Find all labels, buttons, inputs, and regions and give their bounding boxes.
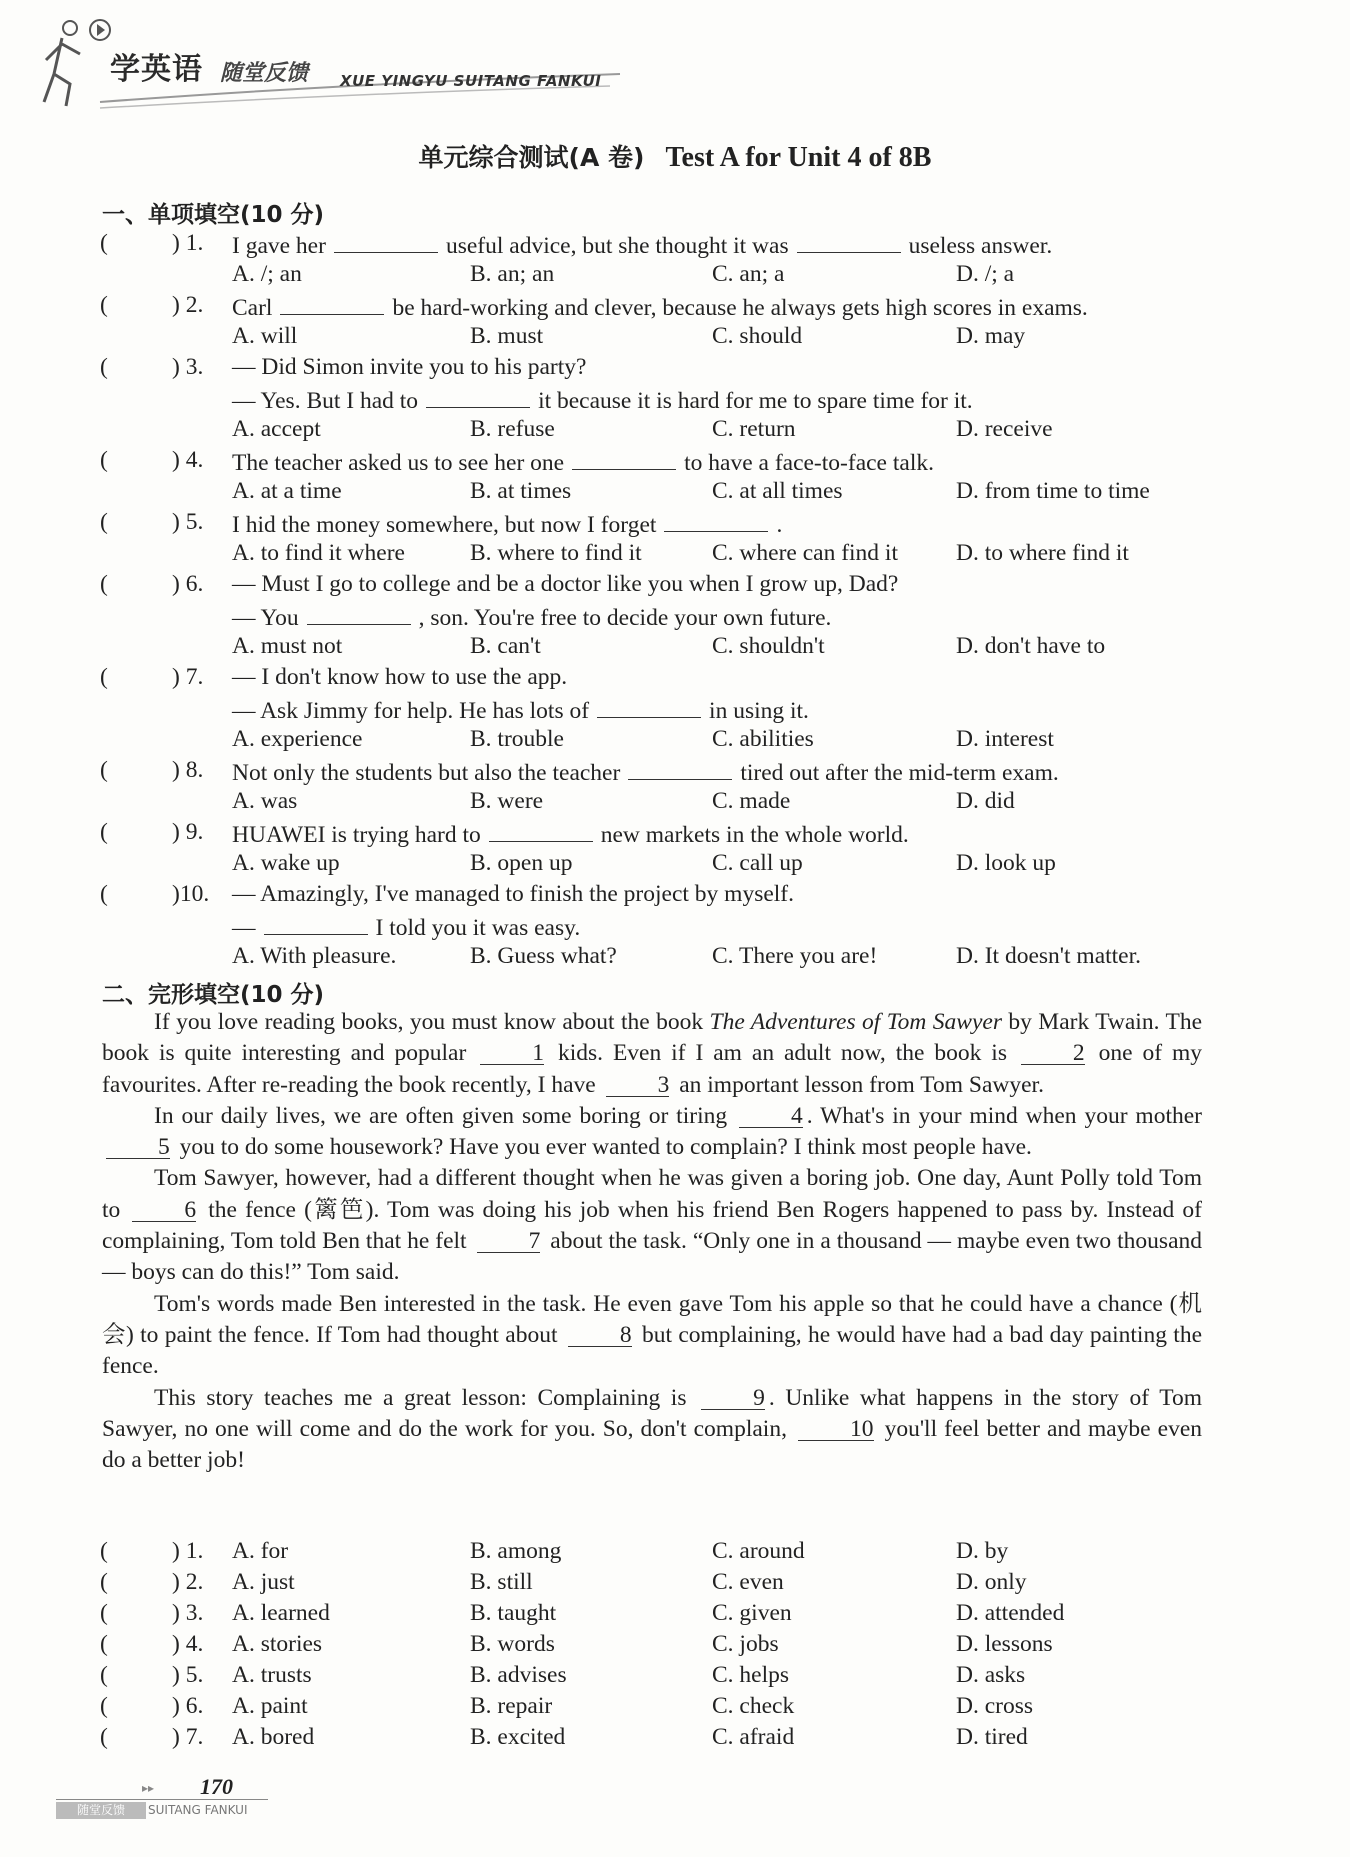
header-title-en: XUE YINGYU SUITANG FANKUI bbox=[340, 72, 602, 90]
header-banner bbox=[40, 14, 640, 114]
answer-blank[interactable] bbox=[664, 511, 768, 532]
page-arrow-icon: ▸▸ bbox=[142, 1781, 155, 1795]
answer-blank[interactable] bbox=[264, 914, 368, 935]
cloze-blank-8[interactable]: 8 bbox=[568, 1324, 632, 1347]
section1-heading: 一、单项填空(10 分) bbox=[102, 202, 325, 228]
section2-heading: 二、完形填空(10 分) bbox=[102, 982, 325, 1008]
cloze-blank-10[interactable]: 10 bbox=[798, 1418, 874, 1441]
cloze-blank-6[interactable]: 6 bbox=[132, 1199, 196, 1222]
header-subtitle-cn: 随堂反馈 bbox=[220, 61, 309, 86]
cloze-blank-2[interactable]: 2 bbox=[1021, 1042, 1085, 1065]
footer-tag-cn: 随堂反馈 bbox=[56, 1802, 146, 1819]
header-title-cn: 学英语 bbox=[110, 52, 203, 87]
cloze-paragraph-4: Tom's words made Ben interested in the task. He even gave Tom his apple so that he could have a chance (机会) to paint the fence. If Tom had thought about 8 but complaining, he would have had a bad day painting the fence. bbox=[102, 1290, 1202, 1380]
cloze-paragraph-1: If you love reading books, you must know about the book The Adventures of Tom Sawyer by Mark Twain. The book is quite interesting and popular 1 kids. Even if I am an adult now, the book is 2 one of my favourites. After re-reading the book recently, I have 3 an important lesson from Tom Sawyer. bbox=[102, 1009, 1203, 1098]
cloze-blank-1[interactable]: 1 bbox=[480, 1042, 544, 1065]
cloze-paragraph-5: This story teaches me a great lesson: Complaining is 9 . Unlike what happens in the story of Tom Sawyer, no one will come and do the work for you. So, don't complain, 10 you'll feel better and maybe even do a better job! bbox=[102, 1384, 1203, 1474]
cloze-blank-9[interactable]: 9 bbox=[701, 1387, 765, 1410]
cloze-passage bbox=[102, 1007, 1202, 1476]
answer-blank[interactable] bbox=[628, 759, 732, 780]
answer-blank[interactable] bbox=[597, 697, 701, 718]
answer-blank[interactable] bbox=[489, 821, 593, 842]
cloze-paragraph-3: Tom Sawyer, however, had a different thought when he was given a boring job. One day, Aunt Polly told Tom to 6 the fence (篱笆). Tom was doing his job when his friend Ben Rogers happened to pass by. Instead of complaining, Tom told Ben that he felt 7 about the task. “Only one in a thousand — maybe even two thousand — boys can do this!” Tom said. bbox=[102, 1165, 1203, 1286]
title-en: Test A for Unit 4 of 8B bbox=[665, 142, 932, 173]
title-cn: 单元综合测试(A 卷) bbox=[418, 143, 645, 172]
cloze-blank-4[interactable]: 4 bbox=[739, 1105, 803, 1128]
answer-blank[interactable] bbox=[334, 232, 438, 253]
answer-blank[interactable] bbox=[572, 449, 676, 470]
worksheet-page: 学英语 随堂反馈 XUE YINGYU SUITANG FANKUI 单元综合测试(A 卷) Test A for Unit 4 of 8B 一、单项填空(10 分) ( ) 1. I gave her useful advice, but she thought it was useless answer. A. /; an B. an; an C. an; a D. /; a ( ) 2. Carl be hard-working and clever, because he always gets high scores in exams. A. will B. must C. should D. may ( ) 3. — Did Simon invite you to his party? — Yes. But I had to it because it is hard for me to spare time for it. A. accept B. refuse C. return D. receive ( ) 4. The teacher asked us to see her one to have a face-to-face talk. A. at a time B. at times C. at all times D. from time to time ( ) 5. I hid the money somewhere, but now I forget . A. to find it where B. where to find it C. where can find it D. to where find it ( ) 6. — Must I go to college and be a doctor like you when I grow up, Dad? — You , son. You're free to decide your own future. A. must not B. can't C. shouldn't D. don't have to ( ) 7. — I don't know how to use the app. — Ask Jimmy for help. He has lots of in using it. A. experience B. trouble C. abilities D. interest ( ) 8. Not only the students but also the teacher tired out after the mid-term exam. A. was B. were C. made D. did ( ) 9. HUAWEI is trying hard to new markets in the whole world. A. wake up B. open up C. call up D. look up ( )10. — Amazingly, I've managed to finish the project by myself. — I told you it was easy. A. With pleasure. B. Guess what? C. There you are! D. It doesn't matter. 二、完形填空(10 分) If you love reading books, you must know about the book The Adventures of Tom Sawyer by Mark Twain. The book is quite interesting and popular 1 kids. Even if I am an adult now, the book is 2 one of my favourites. After re-reading the book recently, I have 3 an important lesson from Tom Sawyer. In our daily lives, we are often given some boring or tiring 4 . What's in your mind when your mother 5 you to do some housework? Have you ever wanted to complain? I think most people have. Tom Sawyer, however, had a different thought when he was given a boring job. One day, Aunt Polly told Tom to 6 the fence (篱笆). Tom was doing his job when his friend Ben Rogers happened to pass by. Instead of complaining, Tom told Ben that he felt 7 about the task. “Only one in a thousand — maybe even two thousand — boys can do this!” Tom said. Tom's words made Ben interested in the task. He even gave Tom his apple so that he could have a chance (机会) to paint the fence. If Tom had thought about 8 but complaining, he would have had a bad day painting the fence. This story teaches me a great lesson: Complaining is 9 . Unlike what happens in the story of Tom Sawyer, no one will come and do the work for you. So, don't complain, 10 you'll feel better and maybe even do a better job! ( ) 1. A. for B. among C. around D. by ( ) 2. A. just B. still C. even D. only ( ) 3. A. learned B. taught C. given D. attended ( ) 4. A. stories B. words C. jobs D. lessons ( ) 5. A. trusts B. advises C. helps D. asks ( ) 6. A. paint B. repair C. check D. cross ( ) 7. A. bored B. excited C. afraid D. tired ▸▸ 170 随堂反馈 SUITANG FANKUI bbox=[0, 0, 1350, 1857]
answer-blank[interactable] bbox=[426, 387, 530, 408]
footer-tag-en: SUITANG FANKUI bbox=[148, 1803, 248, 1817]
page-title bbox=[0, 138, 1350, 174]
page-number: 170 bbox=[200, 1774, 233, 1799]
answer-blank[interactable] bbox=[797, 232, 901, 253]
answer-blank[interactable] bbox=[307, 604, 411, 625]
cloze-paragraph-2: In our daily lives, we are often given some boring or tiring 4 . What's in your mind when your mother 5 you to do some housework? Have you ever wanted to complain? I think most people have. bbox=[102, 1101, 1202, 1164]
cloze-blank-5[interactable]: 5 bbox=[106, 1136, 170, 1159]
answer-blank[interactable] bbox=[280, 294, 384, 315]
cloze-blank-7[interactable]: 7 bbox=[477, 1230, 541, 1253]
cloze-blank-3[interactable]: 3 bbox=[606, 1074, 670, 1097]
